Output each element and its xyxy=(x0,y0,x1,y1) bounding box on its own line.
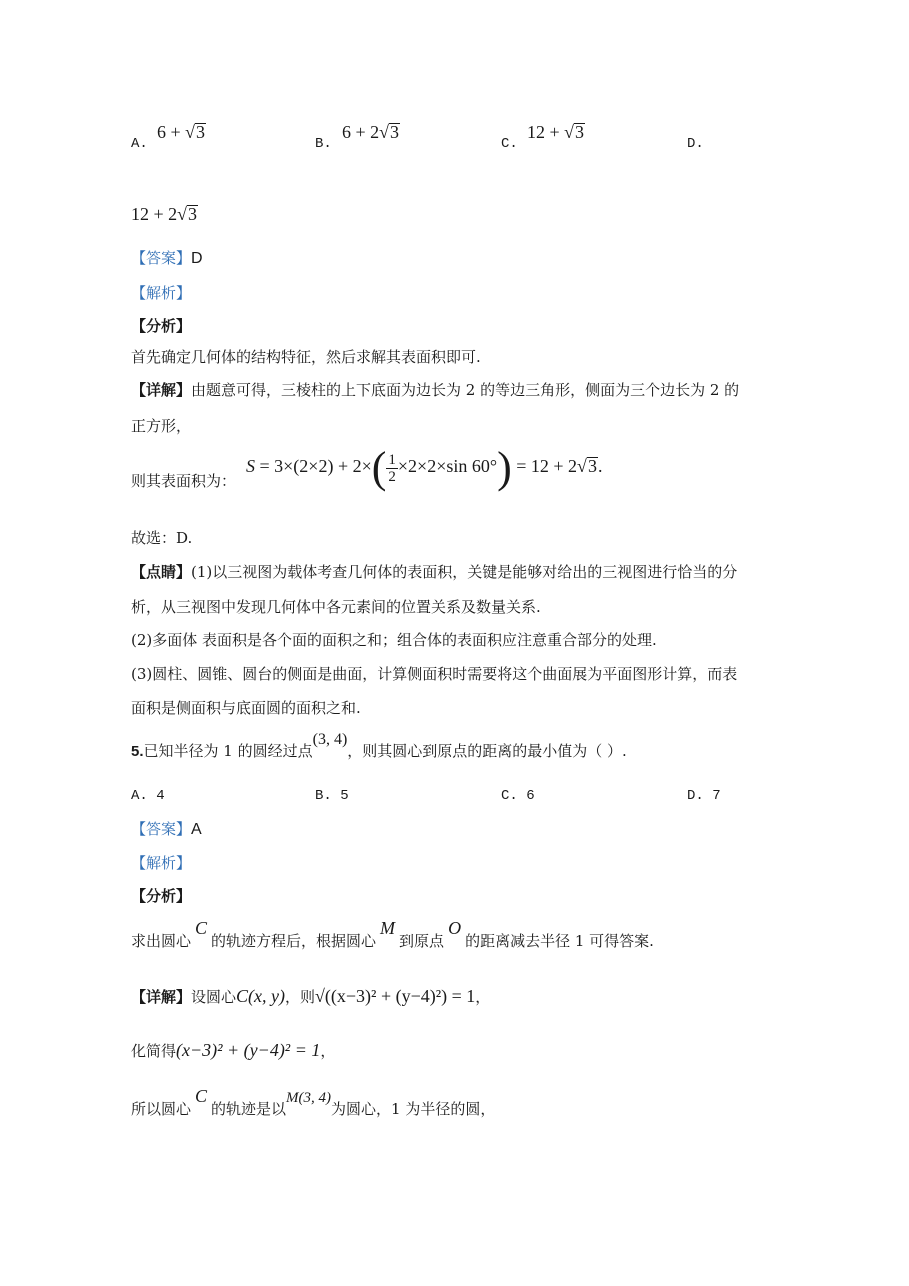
q5-simplify-line xyxy=(131,1040,335,1061)
q4-dianjing-1 xyxy=(131,562,737,582)
detail-eq: √((x−3)² + (y−4)²) = 1 xyxy=(315,986,476,1006)
answer-tag: 【答案】 xyxy=(131,249,192,267)
q4-dianjing-4: (3)圆柱、圆锥、圆台的侧面是曲面，计算侧面积时需要将这个曲面展为平面图形计算，而表 xyxy=(131,665,738,683)
sqrt-sign: √3 xyxy=(564,122,585,142)
detail-text: 由题意可得，三棱柱的上下底面为边长为 2 的等边三角形，侧面为三个边长为 2 的 xyxy=(191,381,740,399)
option-d xyxy=(687,132,704,152)
q4-area-formula: S = 3×(2×2) + 2×( $\frac{1}{2}$ ×2×2×sin 60°) = 12 + 2√3. xyxy=(246,443,603,492)
var-m: M xyxy=(380,918,396,938)
q5-stem-a: 已知半径为 1 的圆经过点 xyxy=(143,742,313,760)
q5-fenxi-tag-line xyxy=(131,886,191,906)
locus-a: 所以圆心 xyxy=(131,1100,192,1118)
simplify-eq: (x−3)² + (y−4)² = 1 xyxy=(176,1040,321,1060)
option-label: C. xyxy=(501,788,518,804)
option-c xyxy=(501,132,518,152)
q4-detail-line-1 xyxy=(131,380,739,400)
option-d-value: 12 + 2√3 xyxy=(131,204,198,224)
option-value: 5 xyxy=(340,788,349,804)
q5-option-a xyxy=(131,788,165,804)
dianjing-tag: 【点睛】 xyxy=(131,563,192,581)
answer-value: D xyxy=(191,250,203,267)
detail-tag: 【详解】 xyxy=(131,988,192,1006)
var-o: O xyxy=(448,918,462,938)
option-c-value: 12 + √3 xyxy=(527,122,585,142)
var-c: C xyxy=(195,1086,208,1106)
option-a xyxy=(131,132,148,152)
q4-dianjing-3: (2)多面体 表面积是各个面的面积之和；组合体的表面积应注意重合部分的处理. xyxy=(131,631,657,649)
dianjing-text-1: (1)以三视图为载体考查几何体的表面积，关键是能够对给出的三视图进行恰当的分 xyxy=(191,563,738,581)
q5-fenxi-text xyxy=(131,918,654,951)
option-d-label: D. xyxy=(687,136,704,152)
locus-c: 为圆心，1 为半径的圆， xyxy=(331,1100,496,1118)
q4-dianjing-2: 析，从三视图中发现几何体中各元素间的位置关系及数量关系. xyxy=(131,598,541,616)
simplify-b: ， xyxy=(320,1042,336,1060)
q4-answer-line xyxy=(131,248,203,269)
option-label: D. xyxy=(687,788,704,804)
option-label: A. xyxy=(131,788,148,804)
fenxi-a: 求出圆心 xyxy=(131,932,192,950)
fenxi-d: 的距离减去半径 1 可得答案. xyxy=(465,932,654,950)
detail-c: ， xyxy=(475,988,491,1006)
var-c: C xyxy=(195,918,208,938)
q5-option-c xyxy=(501,788,535,804)
fenxi-b: 的轨迹方程后，根据圆心 xyxy=(211,932,377,950)
detail-tag: 【详解】 xyxy=(131,381,192,399)
option-value: 7 xyxy=(712,788,721,804)
q5-analysis-line xyxy=(131,853,191,873)
q5-stem xyxy=(131,731,627,762)
sqrt-sign: √3 xyxy=(185,122,206,142)
answer-tag: 【答案】 xyxy=(131,820,192,838)
option-value: 4 xyxy=(156,788,165,804)
q5-answer-line xyxy=(131,819,202,840)
fenxi-c: 到原点 xyxy=(399,932,445,950)
sqrt-sign: √3 xyxy=(177,204,198,224)
q5-detail-line xyxy=(131,986,490,1007)
q4-dianjing-5: 面积是侧面积与底面圆的面积之和. xyxy=(131,699,361,717)
detail-point: C(x, y) xyxy=(236,986,286,1006)
q5-option-b xyxy=(315,788,349,804)
q4-area-prefix: 则其表面积为： xyxy=(131,472,237,490)
q4-analysis-line xyxy=(131,283,191,303)
answer-value: A xyxy=(191,821,202,838)
sqrt-sign: √3 xyxy=(577,456,597,477)
analysis-tag: 【解析】 xyxy=(131,854,192,872)
option-b-label: B. xyxy=(315,136,332,152)
option-c-label: C. xyxy=(501,136,518,152)
detail-b: ，则 xyxy=(285,988,316,1006)
option-a-label: A. xyxy=(131,136,148,152)
simplify-a: 化简得 xyxy=(131,1042,177,1060)
fraction-half: $\frac{1}{2}$ xyxy=(388,451,396,485)
q5-option-d xyxy=(687,788,721,804)
option-label: B. xyxy=(315,788,332,804)
q4-fenxi-text: 首先确定几何体的结构特征，然后求解其表面积即可. xyxy=(131,348,481,366)
locus-point: M(3, 4) xyxy=(286,1090,332,1106)
option-a-value: 6 + √3 xyxy=(157,122,206,142)
q4-choose: 故选：D. xyxy=(131,529,193,547)
detail-a: 设圆心 xyxy=(191,988,237,1006)
q5-point: (3, 4) xyxy=(312,731,348,748)
q5-locus-line xyxy=(131,1086,496,1120)
q4-fenxi-tag-line xyxy=(131,316,191,336)
question-number: 5. xyxy=(131,743,144,760)
q4-detail-line-2: 正方形， xyxy=(131,417,192,435)
sqrt-sign: √3 xyxy=(379,122,400,142)
q5-stem-b: ，则其圆心到原点的距离的最小值为（ ）. xyxy=(347,742,627,760)
analysis-tag: 【解析】 xyxy=(131,284,192,302)
option-value: 6 xyxy=(526,788,535,804)
option-b xyxy=(315,132,332,152)
locus-b: 的轨迹是以 xyxy=(211,1100,287,1118)
option-b-value: 6 + 2√3 xyxy=(342,122,400,142)
fenxi-tag: 【分析】 xyxy=(131,317,192,335)
fenxi-tag: 【分析】 xyxy=(131,887,192,905)
